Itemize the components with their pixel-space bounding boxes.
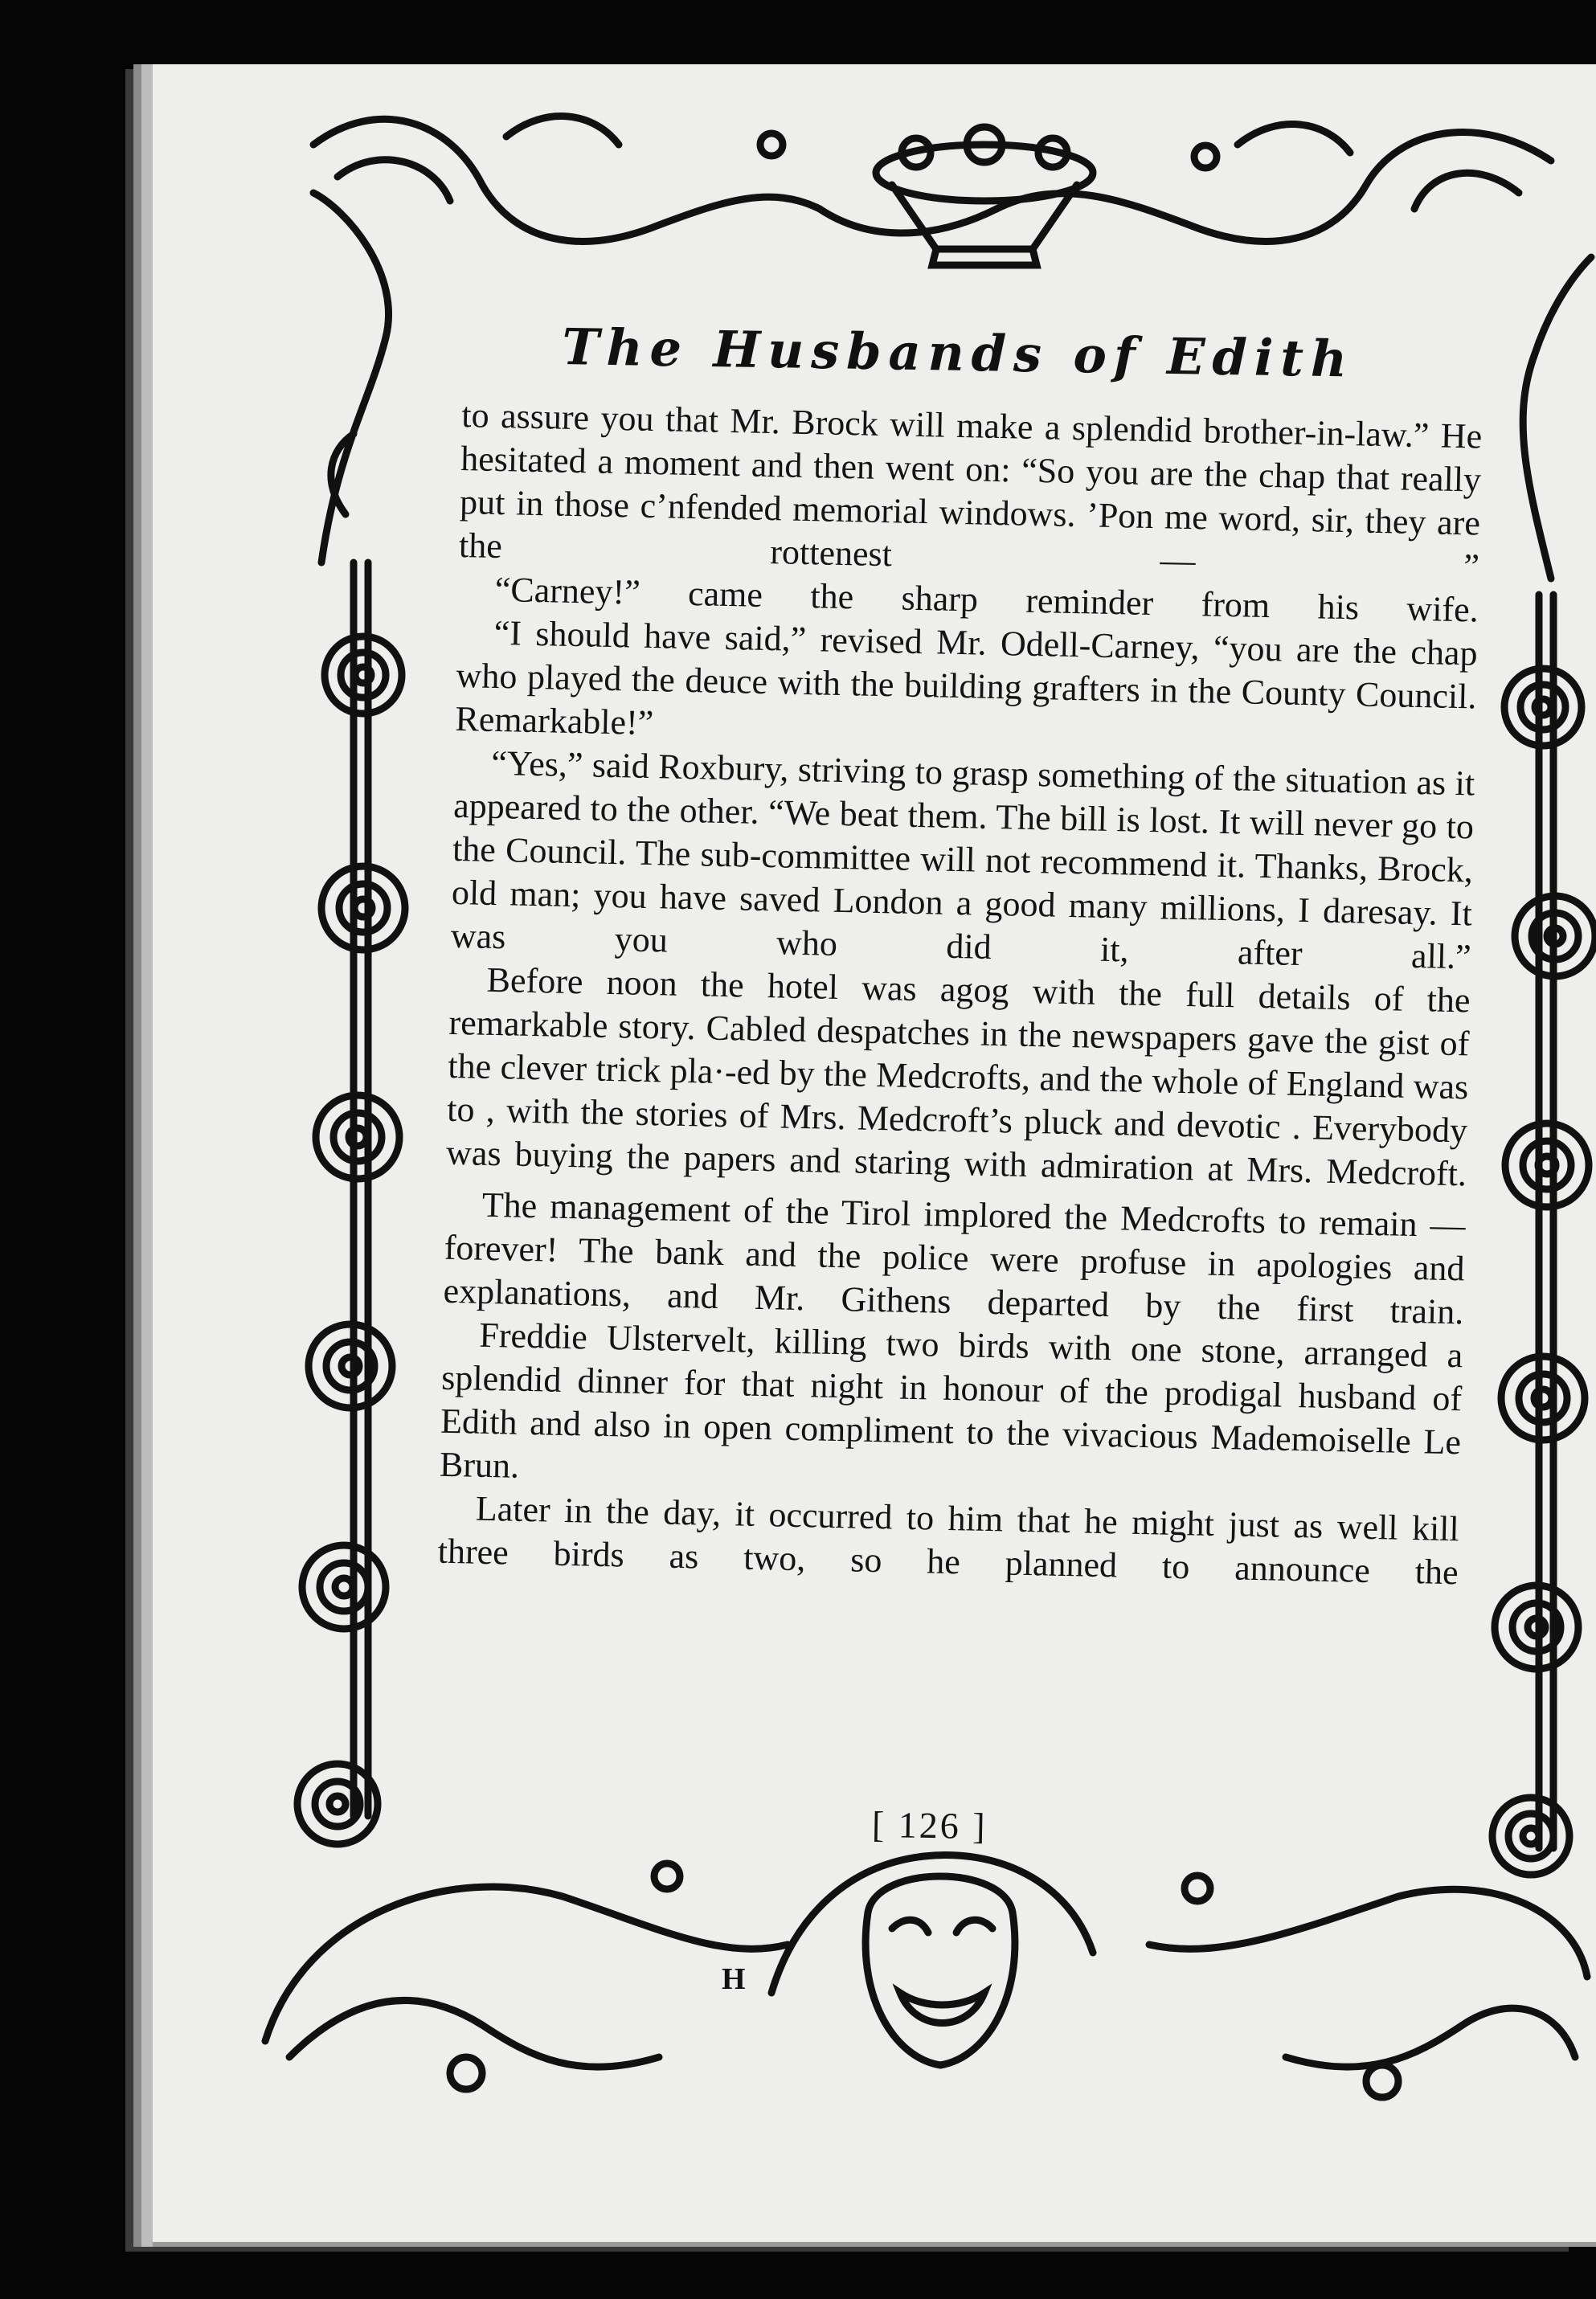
paragraph: “Yes,” said Roxbury, striving to grasp something of the situation as it appeared to the other. “We beat them. The bill is lost. It will never go to the Council. The sub-committee will not recommend it. Thanks, Brock, old man; you have saved London a good many millions, I daresay. It was you who did it, after all.” — [450, 742, 1475, 977]
paragraph: Freddie Ulstervelt, killing two birds with one stone, arranged a splendid dinner for that night in honour of the prodigal husband of Edith and also in open compliment to the vivacious Mademoiselle Le Brun. — [439, 1315, 1463, 1486]
monogram-mark: H — [722, 1962, 746, 1996]
body-text — [437, 394, 1482, 1594]
paragraph: “Carney!” came the sharp reminder from his wife. — [494, 569, 1479, 630]
page-number: [ 126 ] — [871, 1803, 988, 1847]
paragraph: to assure you that Mr. Brock will make a splendid brother-in-law.” He hesitated a moment and then went on: “So you are the chap that really put in those c’nfended memorial windows. ’Pon me word, sir, they are the rottenest — ” — [458, 395, 1483, 587]
paragraph: “I should have said,” revised Mr. Odell-Carney, “you are the chap who played the deuce with the building grafters in the County Council. Remarkable!” — [455, 612, 1479, 743]
paragraph: The management of the Tirol implored the Medcrofts to remain — forever! The bank and the police were profuse in apologies and explanations, and Mr. Githens departed by the first train. — [443, 1184, 1467, 1332]
running-title: The Husbands of Edith — [561, 317, 1355, 389]
paragraph: Later in the day, it occurred to him that he might just as well kill three birds as two, so he planned to announce the — [437, 1488, 1460, 1593]
top-scroll-ornament — [313, 117, 1551, 242]
right-rose-ornaments — [1492, 669, 1595, 1875]
paragraph: Before noon the hotel was agog with the full details of the remarkable story. Cabled despatches in the newspapers gave the gist of the clever trick pla·-ed by the Medcrofts, and the whole of England was to , with the stories of Mrs. Medcroft’s pluck and devotic . Everybody was buying the papers and staring with admiration at Mrs. Medcroft. — [445, 959, 1471, 1194]
flower-basket-ornament — [760, 127, 1217, 265]
comedy-mask-ornament — [866, 1876, 1015, 2065]
